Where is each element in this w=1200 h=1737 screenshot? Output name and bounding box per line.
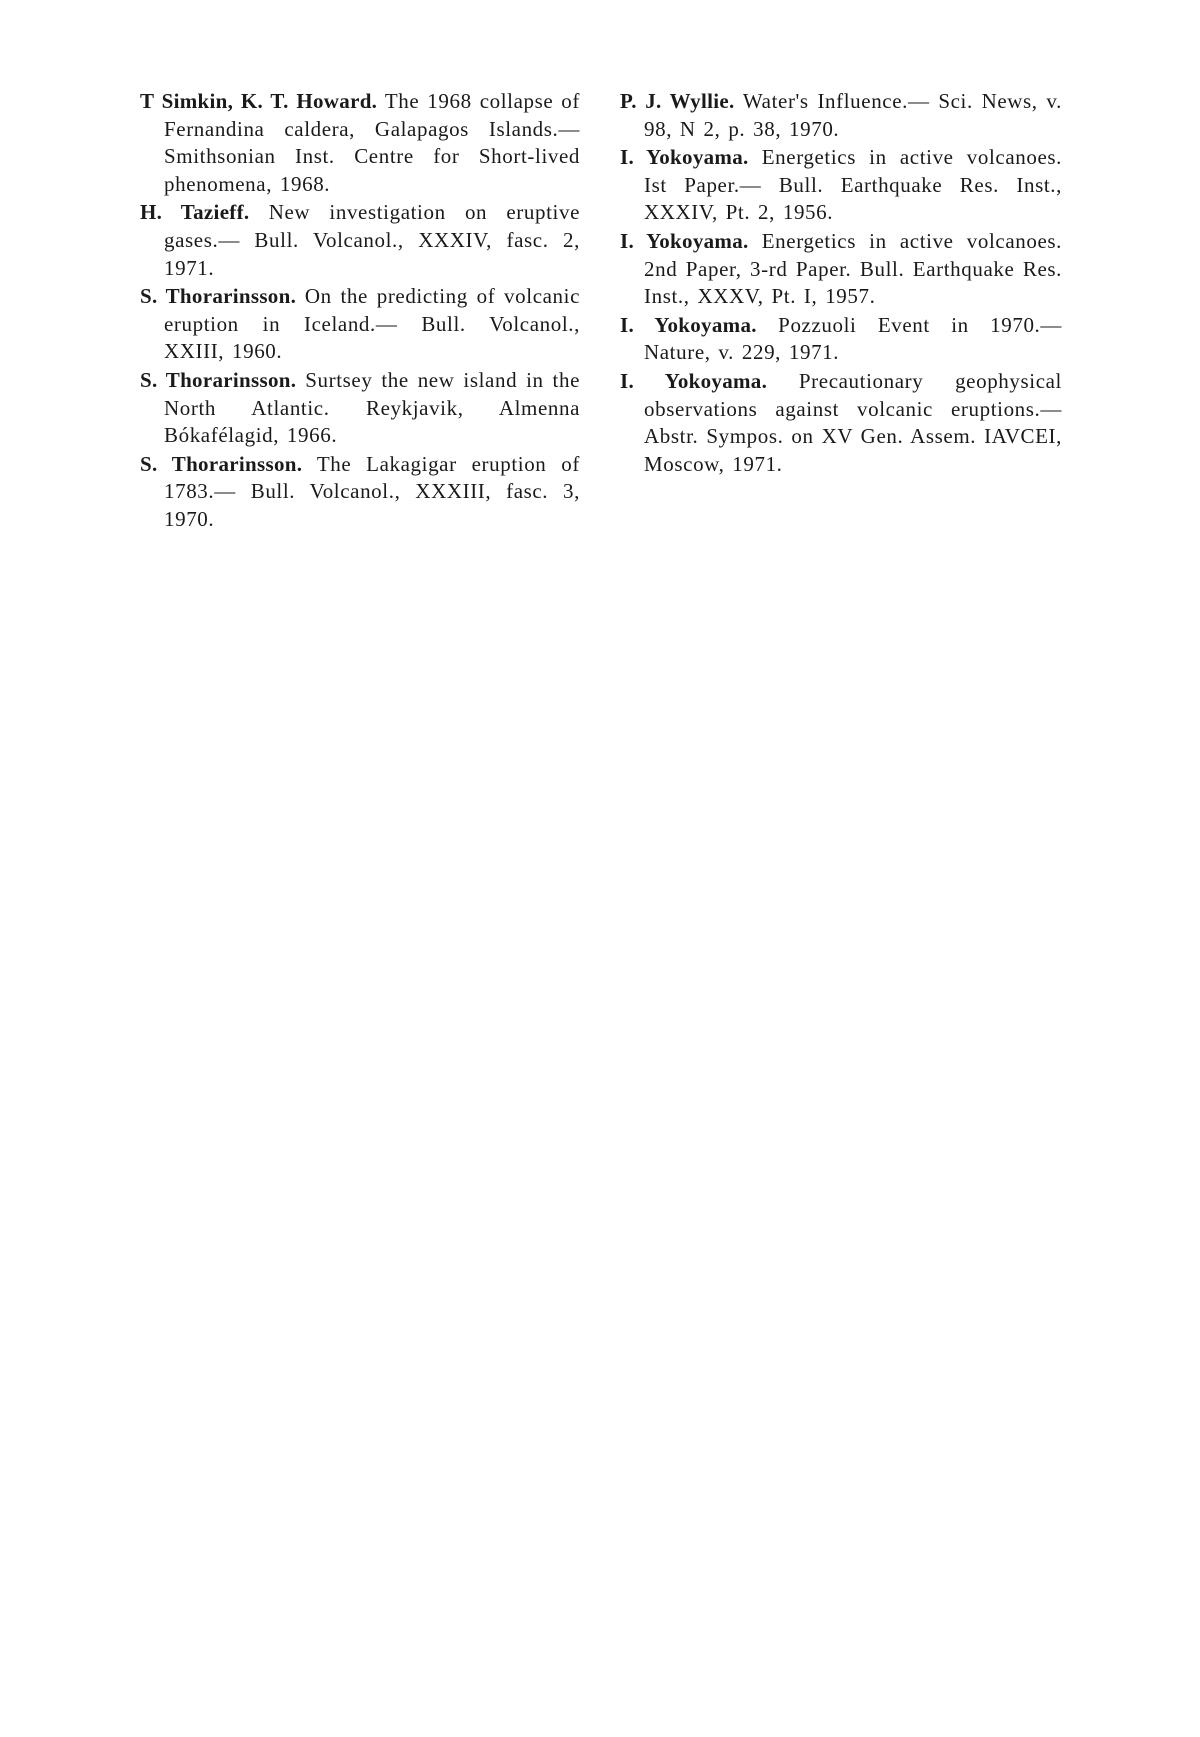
reference-author: H. Tazieff. <box>140 200 250 225</box>
reference-author: T Simkin, K. T. Howard. <box>140 89 378 113</box>
reference-entry <box>140 88 580 198</box>
reference-author: S. Thorarinsson. <box>140 451 303 476</box>
reference-entry <box>140 199 580 282</box>
references-left-column <box>140 88 580 535</box>
reference-author: I. Yokoyama. <box>620 228 749 253</box>
reference-entry <box>620 144 1062 227</box>
reference-text: Energetics in active volcanoes. 2nd Paper, 3-rd Paper. Bull. Earthquake Res. Inst., XXXV, Pt. I, 1957. <box>644 228 1062 309</box>
reference-author: I. Yokoyama. <box>620 312 757 337</box>
reference-text: The 1968 collapse of Fernandina caldera, Galapagos Islands.— Smithsonian Inst. Centre for Short-lived phenomena, 1968. <box>164 89 580 196</box>
reference-entry <box>140 283 580 366</box>
reference-author: S. Thorarinsson. <box>140 284 297 309</box>
reference-text: Precautionary geophysical observations against volcanic eruptions.— Abstr. Sympos. on XV Gen. Assem. IAVCEI, Moscow, 1971. <box>644 368 1062 476</box>
reference-text: Energetics in active volcanoes. Ist Paper.— Bull. Earthquake Res. Inst., XXXIV, Pt. 2, 1956. <box>644 145 1062 225</box>
reference-author: P. J. Wyllie. <box>620 89 735 113</box>
reference-text: Water's Influence.— Sci. News, v. 98, N 2, p. 38, 1970. <box>644 89 1063 141</box>
reference-author: I. Yokoyama. <box>620 145 749 170</box>
reference-text: The Lakagigar eruption of 1783.— Bull. Volcanol., XXXIII, fasc. 3, 1970. <box>164 451 580 531</box>
reference-author: I. Yokoyama. <box>620 368 768 393</box>
reference-entry <box>620 88 1062 143</box>
references-right-column <box>620 88 1062 479</box>
reference-text: New investigation on eruptive gases.— Bull. Volcanol., XXXIV, fasc. 2, 1971. <box>164 200 580 280</box>
reference-text: On the predicting of volcanic eruption in Iceland.— Bull. Volcanol., XXIII, 1960. <box>164 284 580 364</box>
reference-entry <box>140 451 580 534</box>
reference-entry <box>620 368 1062 478</box>
reference-entry <box>140 367 580 450</box>
reference-text: Surtsey the new island in the North Atlantic. Reykjavik, Almenna Bókafélagid, 1966. <box>164 367 581 448</box>
reference-entry <box>620 312 1062 367</box>
reference-text: Pozzuoli Event in 1970.— Nature, v. 229, 1971. <box>644 312 1062 365</box>
reference-author: S. Thorarinsson. <box>140 367 297 392</box>
reference-entry <box>620 228 1062 311</box>
